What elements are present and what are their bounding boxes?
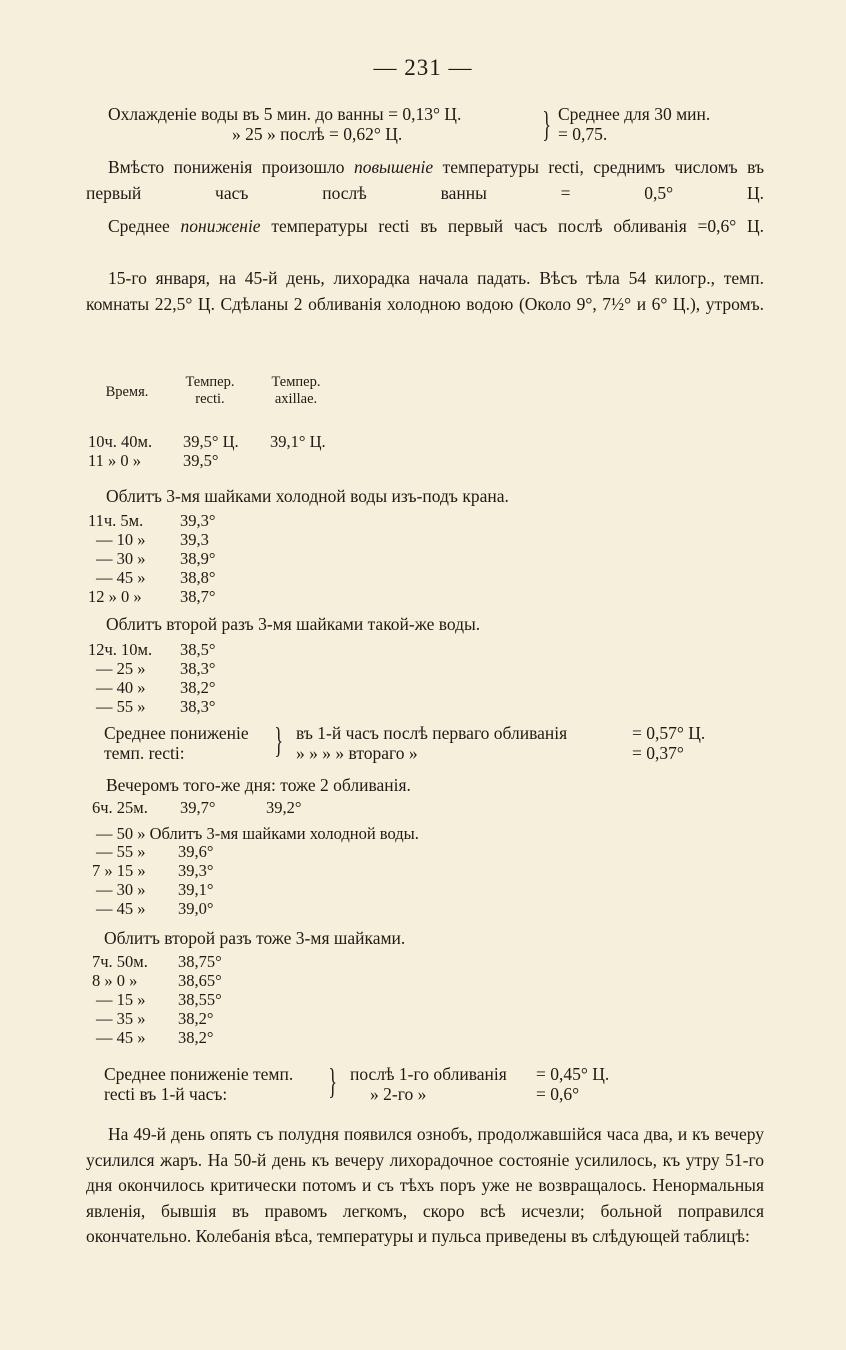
evening-note: — 50 » Облитъ 3-мя шайками холодной воды.: [96, 824, 419, 843]
table-row-recti: 38,7°: [180, 587, 216, 606]
summary-2-value-1: = 0,45° Ц.: [536, 1064, 610, 1084]
table-row-recti: 39,3°: [178, 861, 214, 880]
table-row-time: — 15 »: [96, 990, 146, 1009]
note-first-pour: Облитъ 3-мя шайками холодной воды изъ-подъ крана.: [106, 486, 509, 506]
summary-2-middle-2: » 2-го »: [370, 1084, 427, 1104]
header-recti: Темпер. recti.: [185, 374, 235, 407]
table-row-recti: 38,8°: [180, 568, 216, 587]
table-row-time: 7 » 15 »: [92, 861, 146, 880]
summary-1-middle-1: въ 1-й часъ послѣ перваго обливанія: [296, 723, 568, 743]
table-row-recti: 38,75°: [178, 952, 222, 971]
table-row-axillae: 39,1° Ц.: [270, 432, 326, 451]
table-row-recti: 38,3°: [180, 697, 216, 716]
paragraph-rise-text-a: Вмѣсто пониженія произошло: [108, 157, 354, 177]
table-row-recti: 39,1°: [178, 880, 214, 899]
table-row-time: — 55 »: [96, 842, 146, 861]
table-row-time: 12ч. 10м.: [88, 640, 153, 659]
table-row-recti: 39,6°: [178, 842, 214, 861]
table-row-time: 11ч. 5м.: [88, 511, 144, 530]
table-row-time: 6ч. 25м.: [92, 798, 148, 817]
summary-1-label-1: Среднее пониженіе: [104, 723, 249, 743]
intro-brace: }: [542, 104, 551, 144]
table-row-recti: 39,5°: [183, 451, 219, 470]
summary-2-label-1: Среднее пониженіе темп.: [104, 1064, 294, 1084]
table-row-recti: 38,55°: [178, 990, 222, 1009]
paragraph-jan15: 15-го января, на 45-й день, лихорадка начала падать. Вѣсъ тѣла 54 килогр., темп. комнаты 22,5° Ц. Сдѣланы 2 обливанія холодною водою (Около 9°, 7½° и 6° Ц.), утромъ.: [86, 268, 764, 314]
table-row-recti: 39,7°: [180, 798, 216, 817]
intro-right-1: Среднее для 30 мин.: [558, 104, 711, 124]
table-row-time: — 25 »: [96, 659, 146, 678]
paragraph-mean-text-a: Среднее: [108, 216, 181, 236]
table-row-time: 11 » 0 »: [88, 451, 142, 470]
paragraph-rise-emphasis: повышеніе: [353, 157, 434, 177]
intro-right-2: = 0,75.: [558, 124, 608, 144]
table-row-time: — 55 »: [96, 697, 146, 716]
summary-2-value-2: = 0,6°: [536, 1084, 580, 1104]
table-row-time: — 45 »: [96, 1028, 146, 1047]
table-row-recti: 39,3°: [180, 511, 216, 530]
paragraph-rise-text-b: температуры recti, среднимъ числомъ въ первый часъ послѣ ванны = 0,5° Ц.: [86, 157, 764, 203]
note-second-pour: Облитъ второй разъ 3-мя шайками такой-же воды.: [106, 614, 481, 634]
summary-2-middle-1: послѣ 1-го обливанія: [350, 1064, 507, 1084]
paragraph-mean-text-b: температуры recti въ первый часъ послѣ обливанія =0,6° Ц.: [260, 216, 764, 236]
table-row-time: 8 » 0 »: [92, 971, 138, 990]
table-row-time: 12 » 0 »: [88, 587, 142, 606]
paragraph-final: На 49-й день опять съ полудня появился ознобъ, продолжавшійся часа два, и къ вечеру усилился жаръ. На 50-й день къ вечеру лихорадочное состояніе усилилось, къ утру 51-го дня окончилось критически потомъ и съ тѣхъ поръ уже не возвращалось. Ненормальныя явленія, бывшія въ правомъ легкомъ, скоро всѣ исчезли; больной поправился окончательно. Колебанія вѣса, температуры и пульса приведены въ слѣдующей таблицѣ:: [86, 1124, 764, 1246]
table-row-recti: 38,2°: [178, 1028, 214, 1047]
table-row-time: — 40 »: [96, 678, 146, 697]
page-number: — 231 —: [373, 55, 473, 80]
intro-line-1: Охлажденіе воды въ 5 мин. до ванны = 0,13° Ц.: [108, 104, 462, 124]
table-row-recti: 39,5° Ц.: [183, 432, 239, 451]
summary-1-value-1: = 0,57° Ц.: [632, 723, 706, 743]
table-row-recti: 38,65°: [178, 971, 222, 990]
table-row-recti: 38,2°: [180, 678, 216, 697]
table-row-time: — 30 »: [96, 880, 146, 899]
table-row-time: — 30 »: [96, 549, 146, 568]
summary-2-brace: }: [328, 1061, 337, 1101]
summary-2-label-2: recti въ 1-й часъ:: [104, 1084, 228, 1104]
paragraph-mean: [86, 214, 764, 240]
note-third-pour: Облитъ второй разъ тоже 3-мя шайками.: [104, 928, 406, 948]
header-time: Время.: [105, 384, 149, 400]
paragraph-rise: [86, 155, 764, 206]
table-row-time: — 35 »: [96, 1009, 146, 1028]
table-row-time: — 45 »: [96, 568, 146, 587]
header-axillae: Темпер. axillae.: [271, 374, 321, 407]
evening-intro: Вечеромъ того-же дня: тоже 2 обливанія.: [106, 775, 411, 795]
paragraph-mean-emphasis: пониженіе: [180, 216, 261, 236]
table-row-recti: 39,0°: [178, 899, 214, 918]
summary-1-middle-2: » » » » втораго »: [296, 743, 418, 763]
table-row-recti: 38,2°: [178, 1009, 214, 1028]
summary-1-value-2: = 0,37°: [632, 743, 684, 763]
table-row-time: 7ч. 50м.: [92, 952, 148, 971]
table-row-axillae: 39,2°: [266, 798, 302, 817]
intro-line-2: » 25 » послѣ = 0,62° Ц.: [232, 124, 403, 144]
table-row-recti: 38,5°: [180, 640, 216, 659]
table-row-time: 10ч. 40м.: [88, 432, 153, 451]
table-row-time: — 45 »: [96, 899, 146, 918]
table-row-recti: 38,3°: [180, 659, 216, 678]
table-row-recti: 39,3: [180, 530, 209, 549]
table-row-time: — 10 »: [96, 530, 146, 549]
summary-1-label-2: темп. recti:: [104, 743, 185, 763]
summary-1-brace: }: [274, 720, 283, 760]
table-row-recti: 38,9°: [180, 549, 216, 568]
